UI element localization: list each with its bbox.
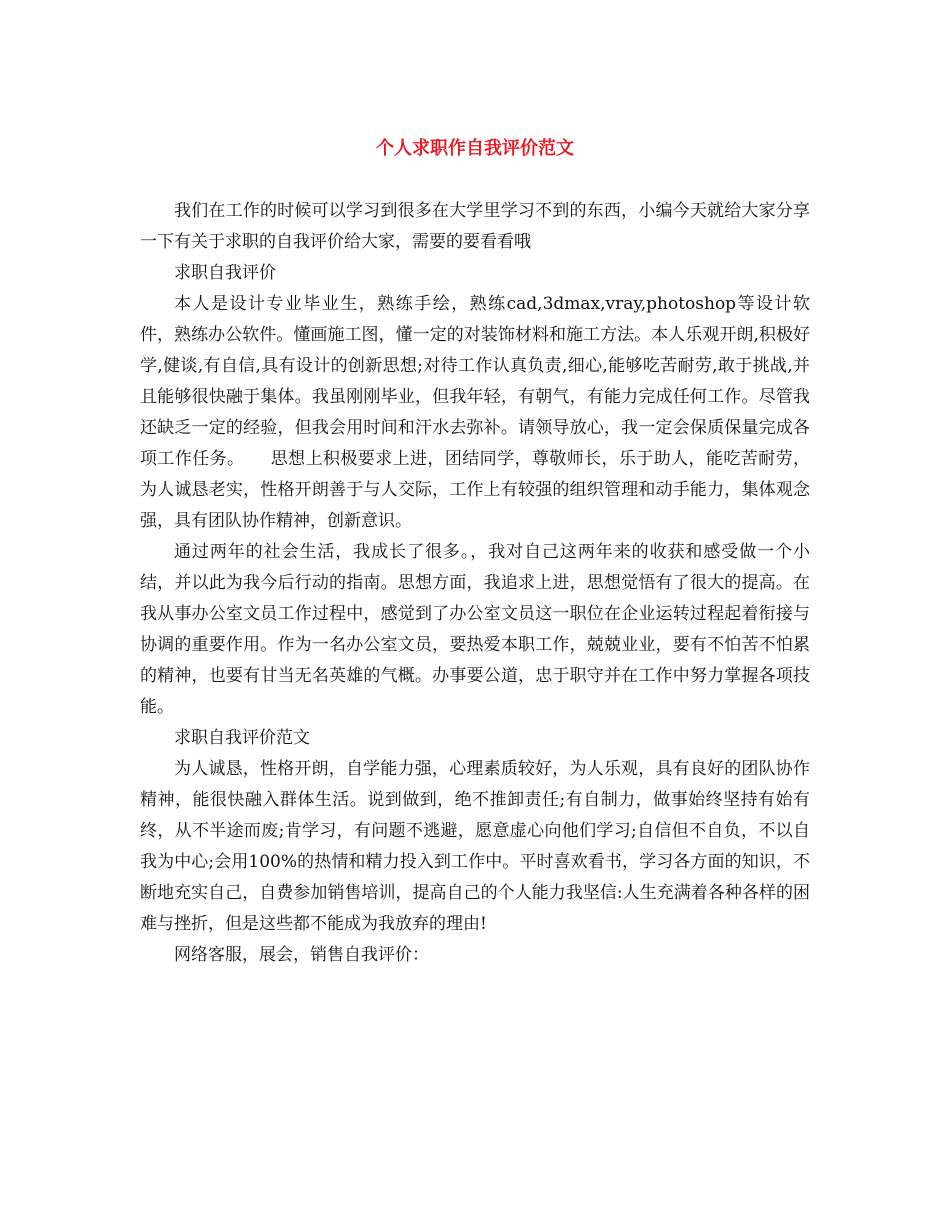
document-title: 个人求职作自我评价范文 (376, 138, 574, 159)
body-paragraph: 通过两年的社会生活，我成长了很多。，我对自己这两年来的收获和感受做一个小结，并以此为我今后行动的指南。思想方面，我追求上进，思想觉悟有了很大的提高。在我从事办公室文员工作过程中，感觉到了办公室文员这一职位在企业运转过程起着衔接与协调的重要作用。作为一名办公室文员，要热爱本职工作，兢兢业业，要有不怕苦不怕累的精神，也要有甘当无名英雄的气概。办事要公道，忠于职守并在工作中努力掌握各项技能。 (140, 542, 810, 717)
body-paragraph: 本人是设计专业毕业生，熟练手绘，熟练cad,3dmax,vray,photoshop等设计软件，熟练办公软件。懂画施工图，懂一定的对装饰材料和施工方法。本人乐观开朗,积极好学,健谈,有自信,具有设计的创新思想;对待工作认真负责,细心,能够吃苦耐劳,敢于挑战,并且能够很快融于集体。我虽刚刚毕业，但我年轻，有朝气，有能力完成任何工作。尽管我还缺乏一定的经验，但我会用时间和汗水去弥补。请领导放心，我一定会保质保量完成各项工作任务。 思想上积极要求上进，团结同学，尊敬师长，乐于助人，能吃苦耐劳，为人诚恳老实，性格开朗善于与人交际，工作上有较强的组织管理和动手能力，集体观念强，具有团队协作精神，创新意识。 (140, 294, 810, 531)
intro-paragraph: 我们在工作的时候可以学习到很多在大学里学习不到的东西，小编今天就给大家分享一下有关于求职的自我评价给大家，需要的要看看哦 (140, 201, 810, 252)
section-heading-self-evaluation: 求职自我评价 (174, 263, 276, 283)
document-body (140, 196, 810, 971)
section-heading-sample: 求职自我评价范文 (174, 728, 310, 748)
section-heading-sales: 网络客服，展会，销售自我评价： (174, 945, 429, 965)
body-paragraph: 为人诚恳，性格开朗，自学能力强，心理素质较好，为人乐观，具有良好的团队协作精神，能很快融入群体生活。说到做到，绝不推卸责任;有自制力，做事始终坚持有始有终，从不半途而废;肯学习，有问题不逃避，愿意虚心向他们学习;自信但不自负，不以自我为中心;会用100%的热情和精力投入到工作中。平时喜欢看书，学习各方面的知识，不断地充实自己，自费参加销售培训，提高自己的个人能力我坚信:人生充满着各种各样的困难与挫折，但是这些都不能成为我放弃的理由! (140, 759, 810, 934)
